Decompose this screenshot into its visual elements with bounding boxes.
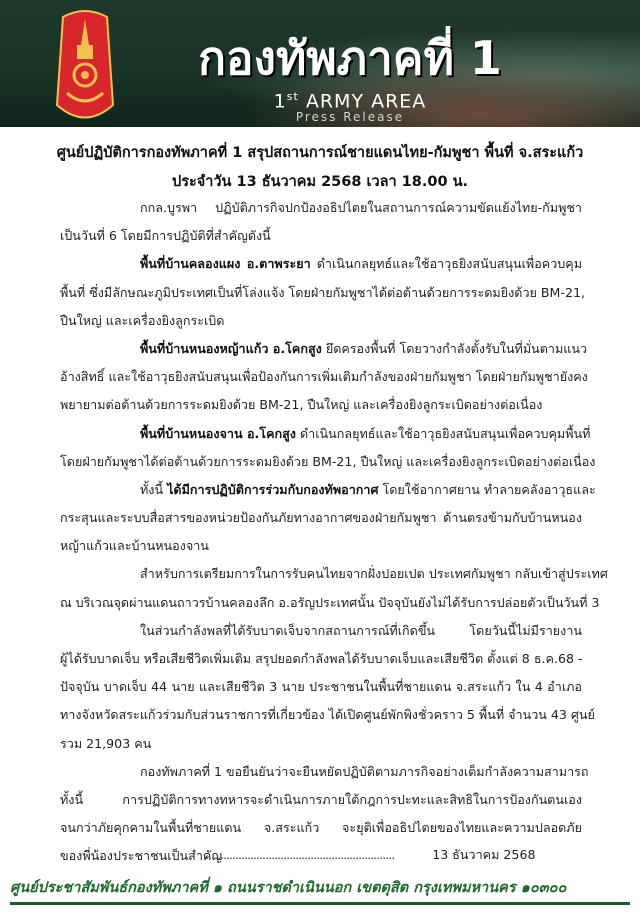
body-text-line xyxy=(60,478,596,506)
body-text: ปัจจุบัน บาดเจ็บ 44 นาย และเสียชีวิต 3 นาย ประชาชนในพื้นที่ชายแดน จ.สระแก้ว ใน 4 อำเภอ xyxy=(60,679,582,695)
body-text-line xyxy=(60,816,582,844)
body-text: ทางจังหวัดสระแก้วร่วมกับส่วนราชการที่เกี่ยวข้อง ได้เปิดศูนย์พักพิงชั่วคราว 5 พื้นที่ จำนวน 43 ศูนย์ xyxy=(60,707,595,723)
body-text-line xyxy=(60,506,582,534)
body-text: กกล.บูรพา ปฏิบัติภารกิจปกป้องอธิปไตยในสถานการณ์ความขัดแย้งไทย-กัมพูชา xyxy=(140,200,582,215)
body-text-line xyxy=(60,647,582,675)
body-text-line xyxy=(60,196,582,224)
body-text-line xyxy=(60,591,600,619)
body-text: พื้นที่ ซึ่งมีลักษณะภูมิประเทศเป็นที่โล่งแจ้ง โดยฝ่ายกัมพูชาได้ต่อต้านด้วยการระดมยิงด้วย BM-21, xyxy=(60,284,585,300)
body-text: ยึดครองพื้นที่ โดยวางกำลังตั้งรับในที่มั่นตามแนว xyxy=(321,340,588,356)
body-text: พยายามต่อต้านด้วยการระดมยิงด้วย BM-21, ปืนใหญ่ และเครื่องยิงลูกระเบิดอย่างต่อเนื่อง xyxy=(60,397,543,413)
body-text: เป็นวันที่ 6 โดยมีการปฏิบัติที่สำคัญดังนี้ xyxy=(60,228,271,244)
banner-press-release: Press Release xyxy=(295,110,405,124)
body-text: หญ้าแก้วและบ้านหนองจาน xyxy=(60,538,209,554)
army-emblem-icon xyxy=(55,5,115,125)
press-release-banner xyxy=(0,0,640,127)
body-text: ณ บริเวณจุดผ่านแดนถาวรบ้านคลองลึก อ.อรัญประเทศนั้น ปัจจุบันยังไม่ได้รับการปล่อยตัวเป็นวันที่ 3 xyxy=(60,594,600,610)
banner-title-english xyxy=(160,86,540,112)
document-date-title: ประจำวัน 13 ธันวาคม 2568 เวลา 18.00 น. xyxy=(171,174,468,190)
body-text-line xyxy=(60,562,608,590)
bold-heading-text: พื้นที่บ้านหนองหญ้าแก้ว อ.โคกสูง xyxy=(140,340,322,356)
bold-heading-text: พื้นที่บ้านคลองแผง อ.ตาพระยา xyxy=(140,256,311,272)
body-text: ผู้ได้รับบาดเจ็บ หรือเสียชีวิตเพิ่มเติม สรุปยอดกำลังพลได้รับบาดเจ็บและเสียชีวิต ตั้งแต่ 8 ธ.ค.68 - xyxy=(60,651,583,666)
document-body xyxy=(60,196,608,873)
footer-divider xyxy=(10,902,630,905)
banner-army-area: ARMY AREA xyxy=(305,90,427,113)
body-text: สำหรับการเตรียมการในการรับคนไทยจากฝั่งปอยเปต ประเทศกัมพูชา กลับเข้าสู่ประเทศ xyxy=(140,566,608,582)
body-text-line xyxy=(60,309,582,337)
body-text: ในส่วนกำลังพลที่ได้รับบาดเจ็บจากสถานการณ์ที่เกิดขึ้น โดยวันนี้ไม่มีรายงาน xyxy=(140,622,582,638)
body-text: กระสุนและระบบสื่อสารของหน่วยป้องกันภัยทางอากาศของฝ่ายกัมพูชา ด้านตรงข้ามกับบ้านหนอง xyxy=(60,510,582,526)
bold-heading-text: ได้มีการปฏิบัติการร่วมกับกองทัพอากาศ xyxy=(167,481,379,497)
body-text-line xyxy=(60,760,589,788)
body-text-line xyxy=(60,365,588,393)
body-text: ดำเนินกลยุทธ์และใช้อาวุธยิงสนับสนุนเพื่อควบคุมพื้นที่ xyxy=(295,425,591,441)
body-text-line xyxy=(60,534,582,562)
body-text: โดยฝ่ายกัมพูชาได้ต่อต้านด้วยการระดมยิงด้วย BM-21, ปืนใหญ่ และเครื่องยิงลูกระเบิดอย่างต่อเนื่อง xyxy=(60,453,596,469)
body-text-line xyxy=(60,422,591,450)
body-text-line xyxy=(60,732,582,760)
body-text: โดยใช้อากาศยาน ทำลายคลังอาวุธและ xyxy=(378,481,596,497)
body-text: ของพี่น้องประชาชนเป็นสำคัญ xyxy=(60,848,223,864)
body-text-line xyxy=(60,450,596,478)
signature-line: ............................................................... xyxy=(205,847,395,862)
body-text-line xyxy=(60,675,582,703)
banner-ordinal: 1 xyxy=(273,90,287,113)
body-text-line xyxy=(60,788,582,816)
signature-block xyxy=(205,845,535,865)
body-text: ทั้งนี้ การปฏิบัติการทางทหารจะดำเนินการภายใต้กฎการปะทะและสิทธิในการป้องกันตนเอง xyxy=(60,791,582,807)
body-text: ปืนใหญ่ และเครื่องยิงลูกระเบิด xyxy=(60,312,225,328)
banner-ordinal-suffix: st xyxy=(286,90,299,103)
body-text-line xyxy=(60,619,582,647)
banner-title-thai: กองทัพภาคที่ 1 xyxy=(198,31,502,85)
body-text-line xyxy=(60,224,582,252)
footer-address: ศูนย์ประชาสัมพันธ์กองทัพภาคที่ ๑ ถนนราชดำเนินนอก เขตดุสิต กรุงเทพมหานคร ๑๐๓๐๐ xyxy=(10,880,567,896)
document-title: ศูนย์ปฏิบัติการกองทัพภาคที่ 1 สรุปสถานการณ์ชายแดนไทย-กัมพูชา พื้นที่ จ.สระแก้ว xyxy=(56,145,584,161)
body-text: ดำเนินกลยุทธ์และใช้อาวุธยิงสนับสนุนเพื่อควบคุม xyxy=(310,256,582,272)
body-text-line xyxy=(60,393,582,421)
body-text: กองทัพภาคที่ 1 ขอยืนยันว่าจะยืนหยัดปฏิบัติตามภารกิจอย่างเต็มกำลังความสามารถ xyxy=(140,763,589,779)
body-text-line xyxy=(60,337,588,365)
body-text-line xyxy=(60,281,585,309)
bold-heading-text: พื้นที่บ้านหนองจาน อ.โคกสูง xyxy=(140,425,296,441)
body-text-line xyxy=(60,252,582,280)
body-text-line xyxy=(60,703,595,731)
body-text: อ้างสิทธิ์ และใช้อาวุธยิงสนับสนุนเพื่อป้องกันการเพิ่มเติมกำลังของฝ่ายกัมพูชา โดยฝ่ายกัมพูชายังคง xyxy=(60,369,588,385)
body-text: รวม 21,903 คน xyxy=(60,735,152,751)
signature-date: 13 ธันวาคม 2568 xyxy=(432,847,536,862)
body-text: ทั้งนี้ xyxy=(140,481,168,497)
body-text: จนกว่าภัยคุกคามในพื้นที่ชายแดน จ.สระแก้ว จะยุติเพื่ออธิปไตยของไทยและความปลอดภัย xyxy=(60,820,582,836)
